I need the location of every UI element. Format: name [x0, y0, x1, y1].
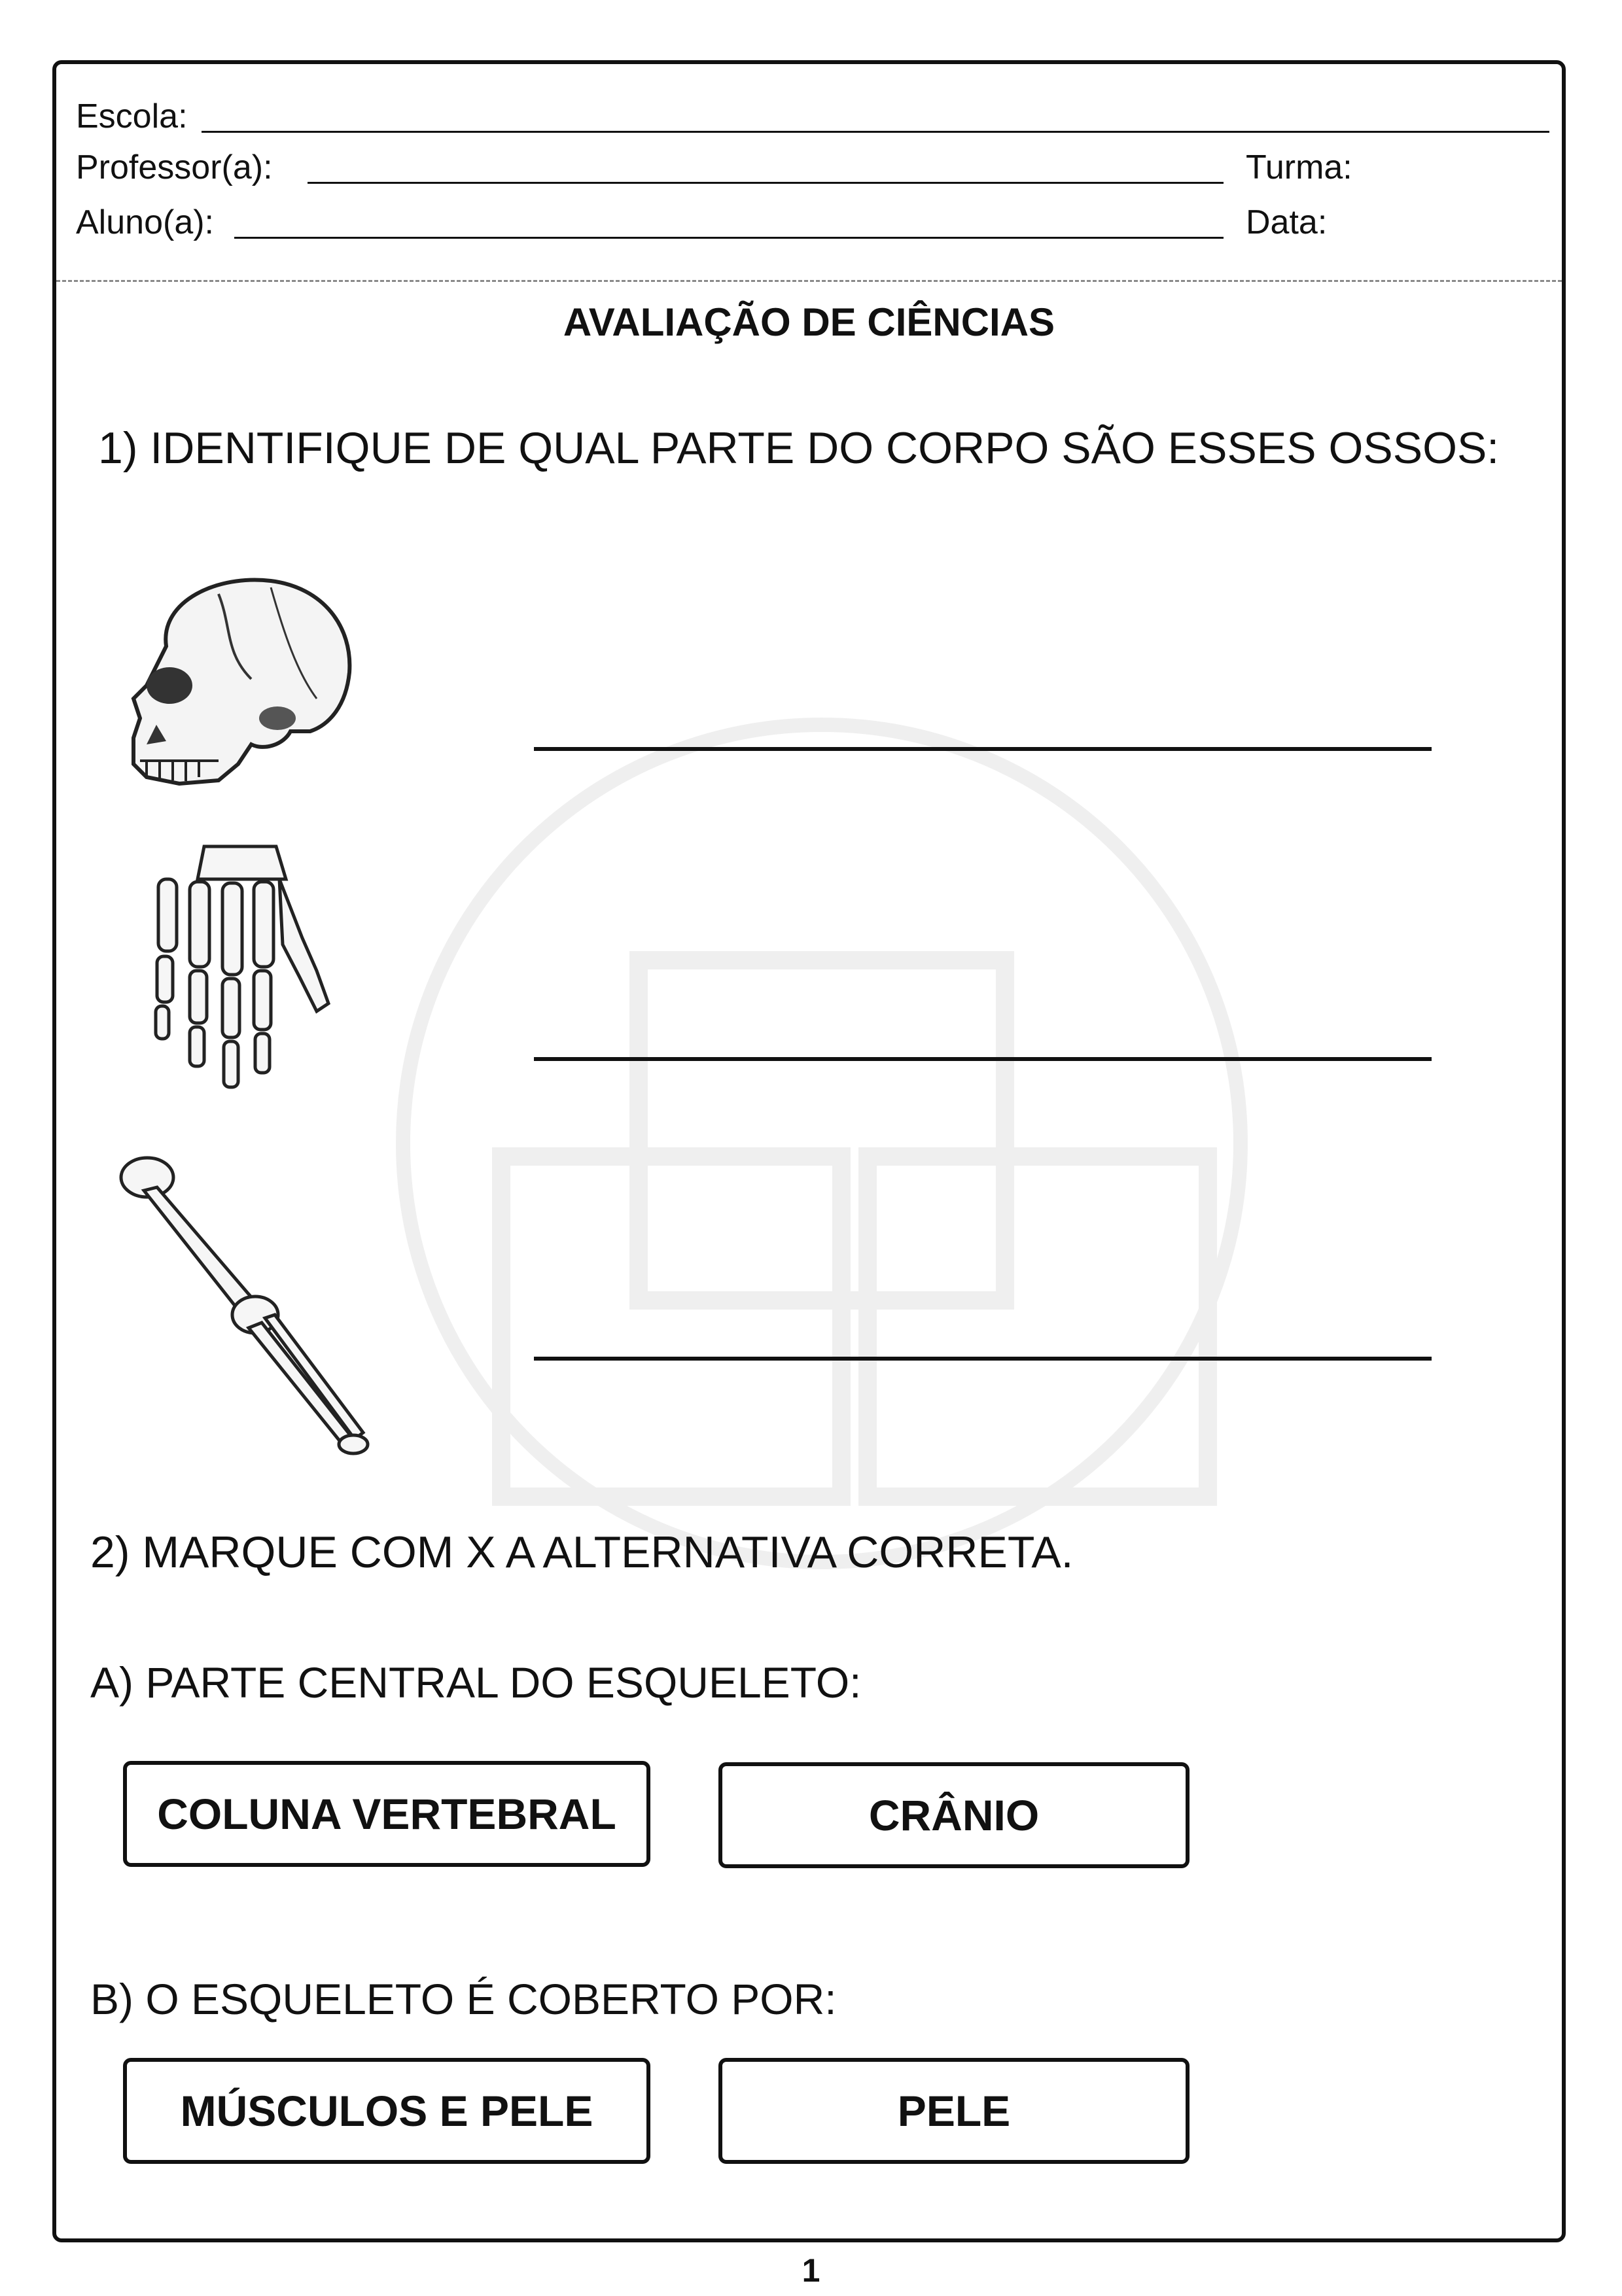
skull-icon — [120, 568, 356, 797]
question-2a-prompt: A) PARTE CENTRAL DO ESQUELETO: — [90, 1658, 862, 1707]
answer-line-2[interactable] — [534, 1057, 1432, 1061]
question-1-prompt: 1) IDENTIFIQUE DE QUAL PARTE DO CORPO SÃO ESSES OSSOS: — [98, 423, 1500, 473]
school-label: Escola: — [76, 97, 188, 135]
question-2-prompt: 2) MARQUE COM X A ALTERNATIVA CORRETA. — [90, 1527, 1074, 1577]
worksheet-frame — [52, 60, 1566, 2242]
cut-line — [56, 280, 1562, 282]
option-musculos-e-pele[interactable]: MÚSCULOS E PELE — [123, 2058, 650, 2164]
option-pele[interactable]: PELE — [718, 2058, 1190, 2164]
arm-bones-icon — [118, 1151, 379, 1459]
date-label: Data: — [1246, 203, 1328, 241]
page-number: 1 — [802, 2252, 820, 2289]
page-title: AVALIAÇÃO DE CIÊNCIAS — [563, 300, 1055, 344]
class-label: Turma: — [1246, 148, 1352, 186]
student-field[interactable] — [234, 237, 1224, 239]
teacher-label: Professor(a): — [76, 148, 273, 186]
question-2b-prompt: B) O ESQUELETO É COBERTO POR: — [90, 1975, 837, 2023]
hand-bones-icon — [145, 840, 342, 1128]
teacher-field[interactable] — [308, 182, 1224, 184]
answer-line-1[interactable] — [534, 747, 1432, 751]
option-cranio[interactable]: CRÂNIO — [718, 1762, 1190, 1868]
option-coluna-vertebral[interactable]: COLUNA VERTEBRAL — [123, 1761, 650, 1867]
student-label: Aluno(a): — [76, 203, 214, 241]
school-field[interactable] — [202, 131, 1549, 133]
answer-line-3[interactable] — [534, 1357, 1432, 1361]
